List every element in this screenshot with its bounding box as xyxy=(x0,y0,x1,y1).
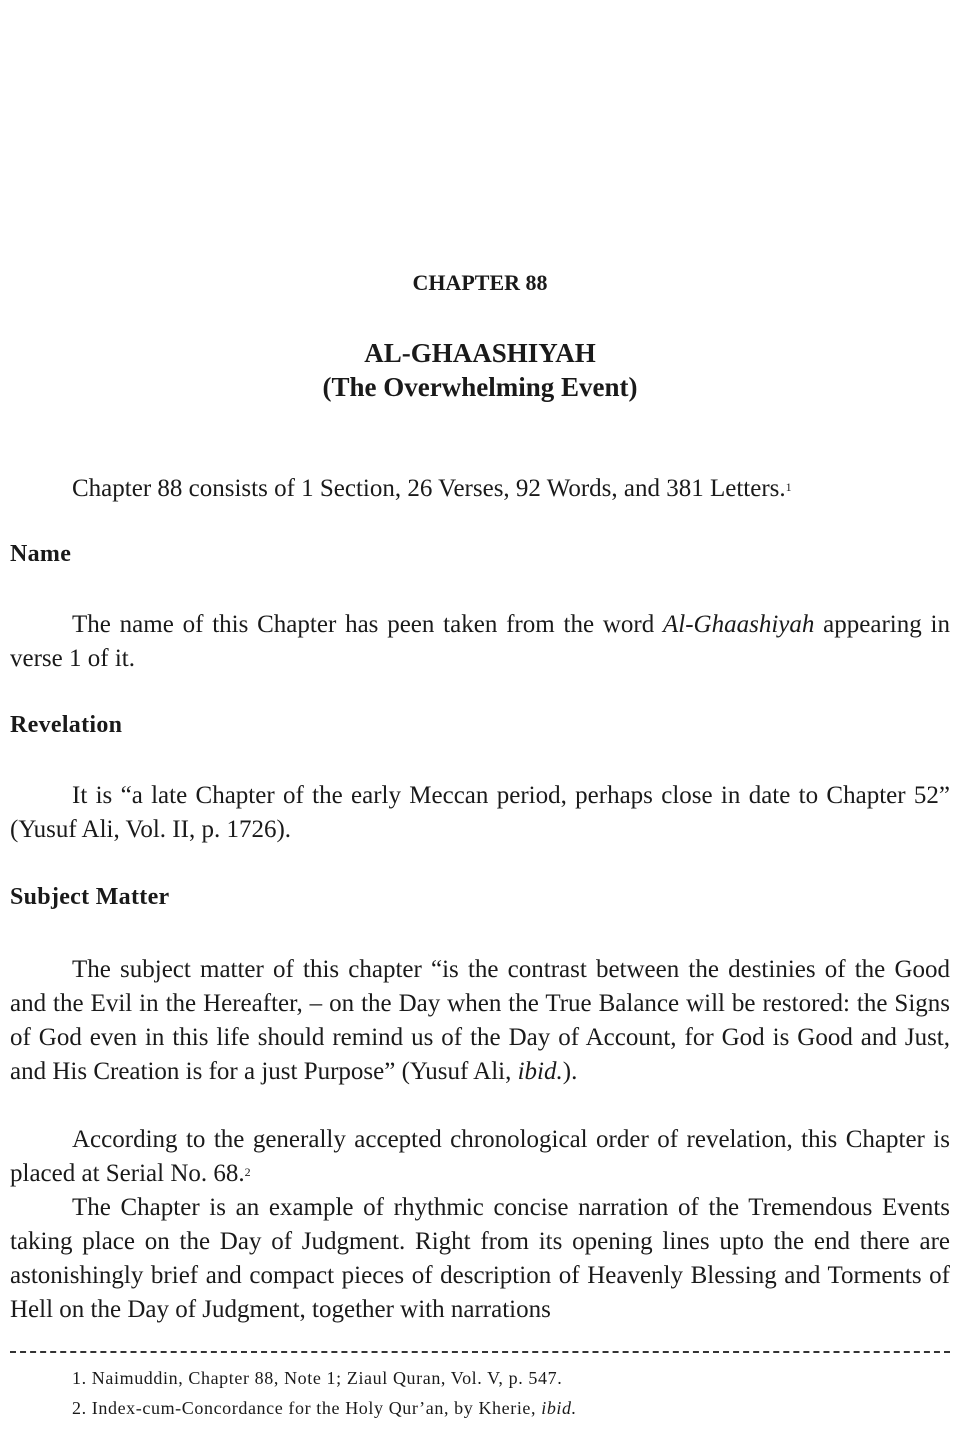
footnote-ref-2: 2 xyxy=(244,1165,251,1179)
chapter-title-arabic: AL-GHAASHIYAH xyxy=(364,338,596,368)
footnote-1: 1. Naimuddin, Chapter 88, Note 1; Ziaul Quran, Vol. V, p. 547. xyxy=(72,1368,563,1388)
chapter-number: CHAPTER 88 xyxy=(412,270,548,295)
subject-paragraph-1: The subject matter of this chapter “is the contrast between the destinies of the Good and the Evil in the Hereafter, – on the Day when the True Balance will be restored: the Signs of God even in this life should remind us of the Day of Account, for God is Good and Just, and His Creation is for a just Purpose” (Yusuf Ali, ibid.). xyxy=(10,956,950,1085)
intro-paragraph: Chapter 88 consists of 1 Section, 26 Verses, 92 Words, and 381 Letters.$^1$ xyxy=(72,475,792,502)
revelation-paragraph: It is “a late Chapter of the early Meccan period, perhaps close in date to Chapter 52” (Yusuf Ali, Vol. II, p. 1726). xyxy=(10,782,950,843)
heading-revelation: Revelation xyxy=(10,712,123,738)
heading-subject-matter: Subject Matter xyxy=(10,884,170,910)
footnote-2: 2. Index-cum-Concordance for the Holy Qur’an, by Kherie, ibid. xyxy=(72,1398,577,1418)
chapter-title-english: (The Overwhelming Event) xyxy=(322,372,638,402)
footnote-divider xyxy=(10,1351,950,1353)
footnote-ref-1: 1 xyxy=(785,480,792,494)
chapter-title xyxy=(10,336,950,404)
subject-paragraph-3: The Chapter is an example of rhythmic concise narration of the Tremendous Events taking place on the Day of Judgment. Right from its opening lines upto the end there are astonishingly brief and compact pieces of description of Heavenly Blessing and Torments of Hell on the Day of Judgment, together with narrations xyxy=(10,1194,950,1323)
subject-paragraph-2: According to the generally accepted chronological order of revelation, this Chapter is placed at Serial No. 68.$^2$ xyxy=(10,1126,950,1187)
name-paragraph: The name of this Chapter has peen taken from the word Al-Ghaashiyah appearing in verse 1 of it. xyxy=(10,611,950,672)
heading-name: Name xyxy=(10,541,72,567)
